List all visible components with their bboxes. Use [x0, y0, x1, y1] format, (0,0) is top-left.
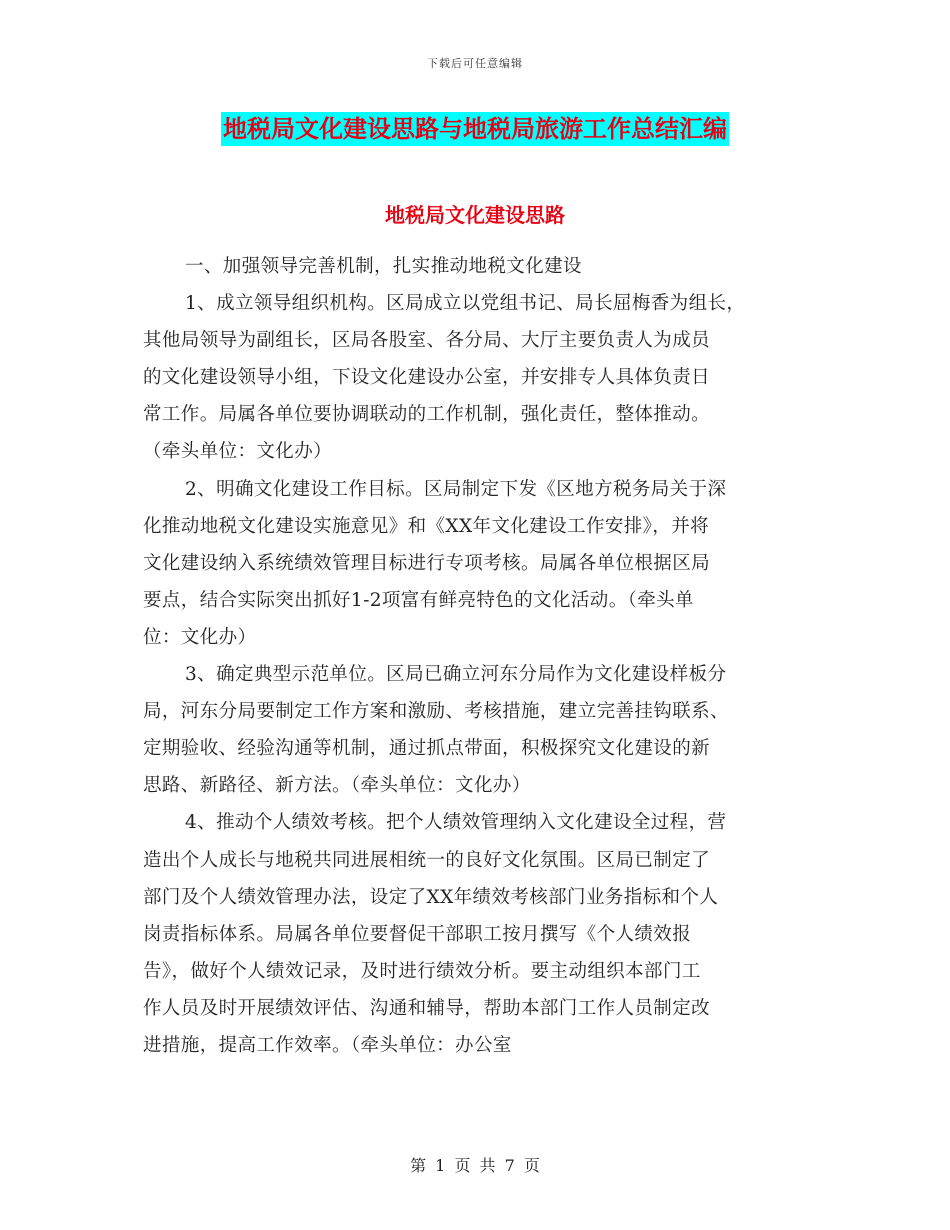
- paragraph-line: 局，河东分局要制定工作方案和激励、考核措施，建立完善挂钩联系、: [143, 701, 729, 723]
- main-title: 地税局文化建设思路与地税局旅游工作总结汇编: [221, 112, 729, 146]
- paragraph-line: 4、推动个人绩效考核。把个人绩效管理纳入文化建设全过程，营: [185, 812, 727, 834]
- paragraph-line: 作人员及时开展绩效评估、沟通和辅导，帮助本部门工作人员制定改: [143, 997, 711, 1019]
- paragraph-line: 的文化建设领导小组，下设文化建设办公室，并安排专人具体负责日: [143, 367, 711, 389]
- paragraph-line: 化推动地税文化建设实施意见》和《XX年文化建设工作安排》，并将: [143, 515, 709, 537]
- paragraph-line: 其他局领导为副组长，区局各股室、各分局、大厅主要负责人为成员: [143, 330, 711, 352]
- main-title-container: [0, 112, 950, 146]
- paragraph-line: （牵头单位：文化办）: [143, 441, 333, 463]
- paragraph-line: 要点，结合实际突出抓好1-2项富有鲜亮特色的文化活动。（牵头单: [143, 589, 694, 611]
- page-number: 第 1 页 共 7 页: [410, 1156, 540, 1175]
- paragraph-line: 常工作。局属各单位要协调联动的工作机制，强化责任，整体推动。: [143, 404, 711, 426]
- paragraph-line: 部门及个人绩效管理办法，设定了XX年绩效考核部门业务指标和个人: [143, 886, 719, 908]
- paragraph-line: 位：文化办）: [143, 626, 257, 648]
- section-title: 地税局文化建设思路: [385, 203, 565, 227]
- paragraph-line: 进措施，提高工作效率。（牵头单位：办公室: [143, 1034, 512, 1056]
- paragraph-line: 告》，做好个人绩效记录，及时进行绩效分析。要主动组织本部门工: [143, 960, 701, 982]
- document-body: [143, 248, 823, 1064]
- header-note: 下载后可任意编辑: [427, 57, 523, 70]
- paragraph-line: 岗责指标体系。局属各单位要督促干部职工按月撰写《个人绩效报: [143, 923, 692, 945]
- paragraph-line: 1、成立领导组织机构。区局成立以党组书记、局长屈梅香为组长，: [185, 293, 746, 315]
- paragraph-line: 文化建设纳入系统绩效管理目标进行专项考核。局属各单位根据区局: [143, 552, 711, 574]
- paragraph-line: 3、确定典型示范单位。区局已确立河东分局作为文化建设样板分: [185, 664, 727, 686]
- paragraph-line: 思路、新路径、新方法。（牵头单位：文化办）: [143, 775, 531, 797]
- paragraph-line: 定期验收、经验沟通等机制，通过抓点带面，积极探究文化建设的新: [143, 738, 711, 760]
- paragraph-line: 2、明确文化建设工作目标。区局制定下发《区地方税务局关于深: [185, 478, 727, 500]
- paragraph-line: 造出个人成长与地税共同进展相统一的良好文化氛围。区局已制定了: [143, 849, 711, 871]
- heading-line: 一、加强领导完善机制，扎实推动地税文化建设: [185, 256, 582, 277]
